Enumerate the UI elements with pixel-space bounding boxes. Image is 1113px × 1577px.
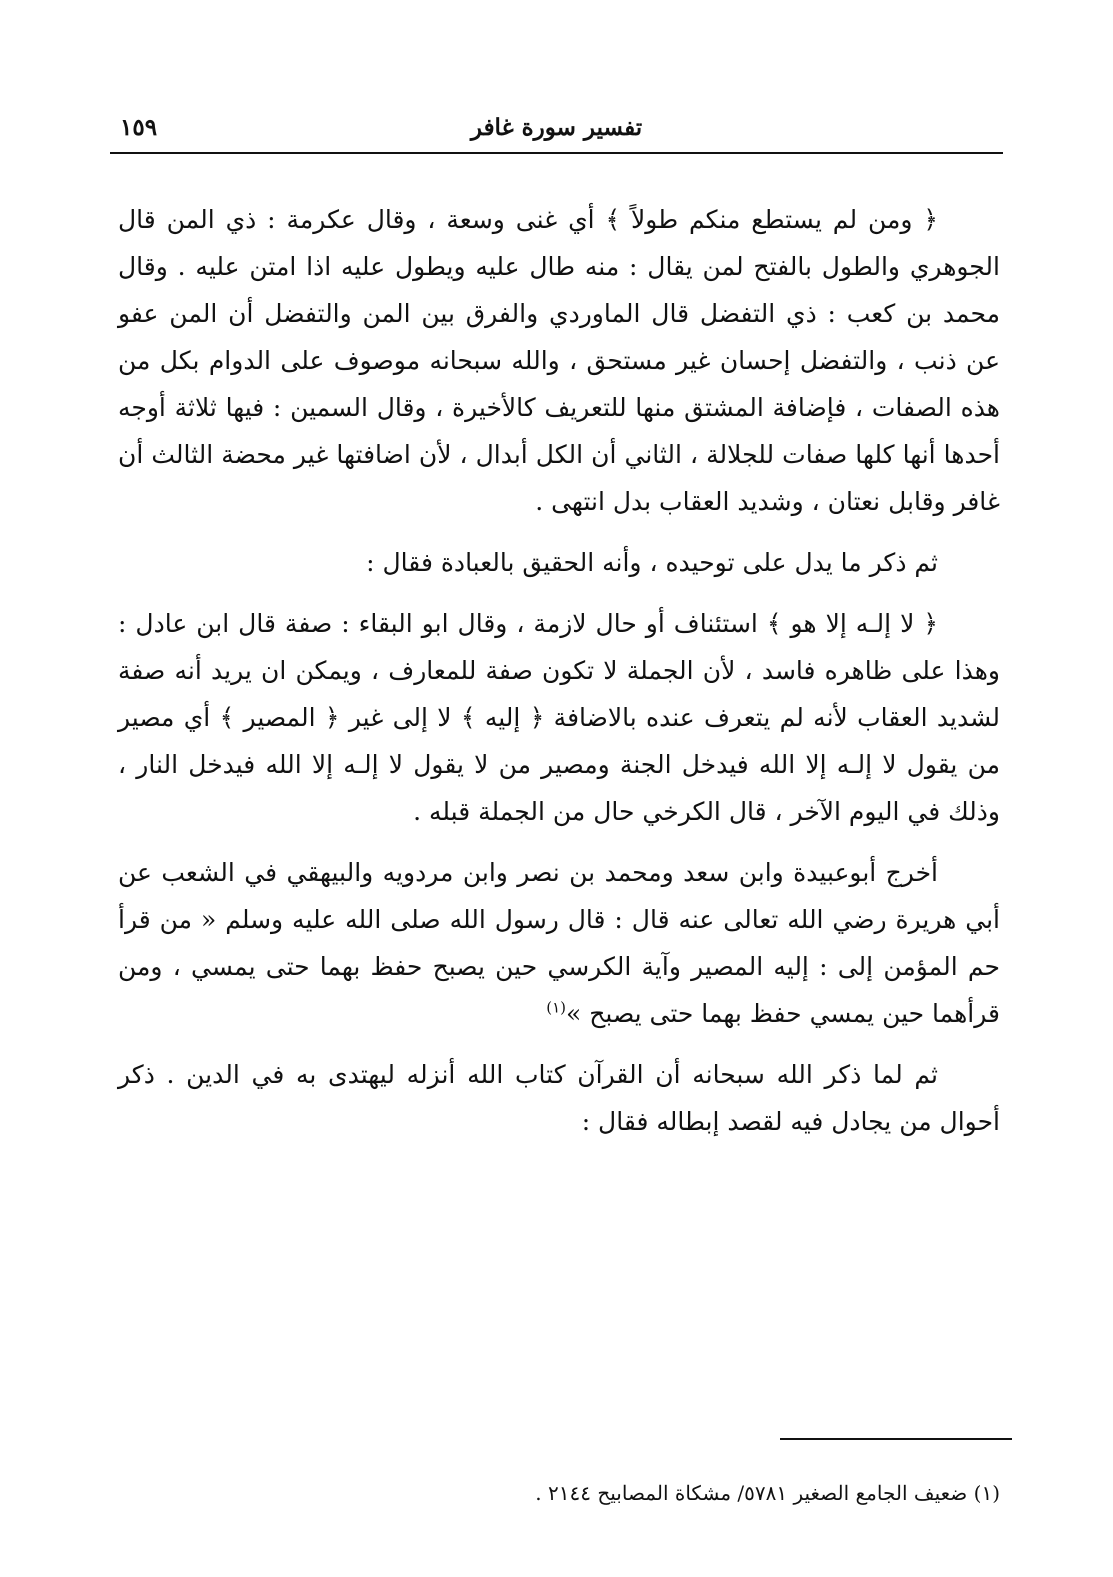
header-divider: [110, 152, 1003, 154]
paragraph-text: أخرج أبوعبيدة وابن سعد ومحمد بن نصر وابن مردويه والبيهقي في الشعب عن أبي هريرة رضي الله تعالى عنه قال : قال رسول الله صلى الله عليه وسلم « من قرأ حم المؤمن إلى : إليه المصير وآية الكرسي حين يصبح حفظ بهما حتى يمسي ، ومن قرأهما حين يمسي حفظ بهما حتى يصبح »: [118, 858, 1000, 1028]
footnote: (١) ضعيف الجامع الصغير ٥٧٨١/ مشكاة المصابيح ٢١٤٤ .: [535, 1481, 1000, 1505]
paragraph-with-footnote: [118, 849, 1000, 1037]
footnote-divider: [780, 1438, 1012, 1440]
paragraph: ثم لما ذكر الله سبحانه أن القرآن كتاب الله أنزله ليهتدى به في الدين . ذكر أحوال من يجادل فيه لقصد إبطاله فقال :: [118, 1060, 1000, 1136]
page-number: ١٥٩: [120, 114, 158, 141]
paragraph: ﴿ ومن لم يستطع منكم طولاً ﴾ أي غنى وسعة ، وقال عكرمة : ذي المن قال الجوهري والطول بالفتح لمن يقال : منه طال عليه ويطول عليه اذا امتن عليه . وقال محمد بن كعب : ذي التفضل قال الماوردي والفرق بين المن والتفضل أن المن عفو عن ذنب ، والتفضل إحسان غير مستحق ، والله سبحانه موصوف على الدوام بكل من هذه الصفات ، فإضافة المشتق منها للتعريف كالأخيرة ، وقال السمين : فيها ثلاثة أوجه أحدها أنها كلها صفات للجلالة ، الثاني أن الكل أبدال ، لأن اضافتها غير محضة الثالث أن غافر وقابل نعتان ، وشديد العقاب بدل انتهى .: [118, 205, 1000, 516]
paragraph: ﴿ لا إلـه إلا هو ﴾ استئناف أو حال لازمة ، وقال ابو البقاء : صفة قال ابن عادل : وهذا على ظاهره فاسد ، لأن الجملة لا تكون صفة للمعارف ، ويمكن ان يريد أنه صفة لشديد العقاب لأنه لم يتعرف عنده بالاضافة ﴿ إليه ﴾ لا إلى غير ﴿ المصير ﴾ أي مصير من يقول لا إلـه إلا الله فيدخل الجنة ومصير من لا يقول لا إلـه إلا الله فيدخل النار ، وذلك في اليوم الآخر ، قال الكرخي حال من الجملة قبله .: [118, 609, 1000, 826]
main-text: [118, 196, 1000, 1159]
footnote-reference: (١): [546, 998, 567, 1017]
page-header: [110, 108, 1003, 152]
paragraph: ثم ذكر ما يدل على توحيده ، وأنه الحقيق بالعبادة فقال :: [366, 548, 938, 577]
running-title: تفسير سورة غافر: [470, 114, 643, 141]
